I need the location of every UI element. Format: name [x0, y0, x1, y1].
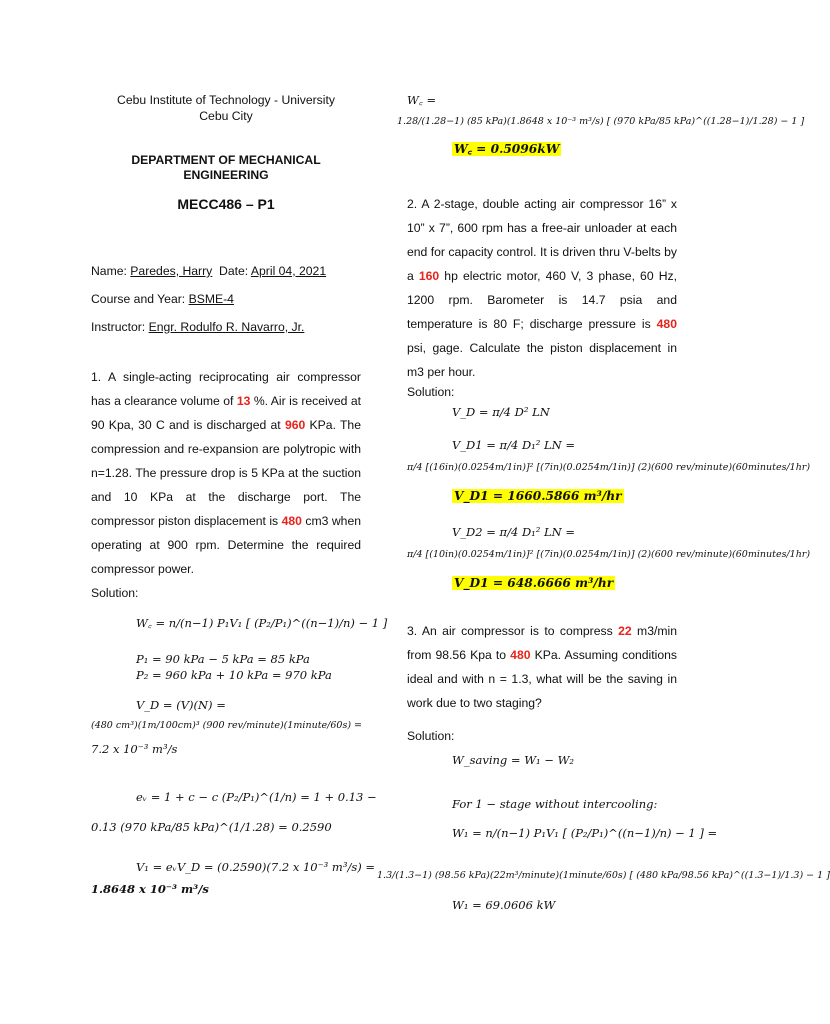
- eq-w1: W₁ = n/(n−1) P₁V₁ [ (P₂/P₁)^((n−1)/n) − 1 ] =: [452, 826, 718, 840]
- w1-result: W₁ = 69.0606 kW: [452, 898, 556, 912]
- wc-result: [452, 140, 561, 157]
- problem-1-solution-label: Solution:: [91, 586, 139, 600]
- eq-vd: V_D = (V)(N) =: [136, 698, 226, 712]
- vd1-result: [452, 489, 624, 503]
- vd1-result-highlight: V_D1 = 1660.5866 m³/hr: [454, 489, 622, 503]
- displacement-value: 480: [281, 514, 302, 528]
- wc-result-highlight: W꜀ = 0.5096kW: [454, 142, 560, 156]
- eq-vd-general: V_D = π/4 D² LN: [452, 405, 550, 419]
- course-label: Course and Year:: [91, 292, 189, 306]
- student-name: Paredes, Harry: [130, 264, 213, 278]
- eq-wc-formula: W꜀ = n/(n−1) P₁V₁ [ (P₂/P₁)^((n−1)/n) − 1 ]: [136, 616, 388, 630]
- eq-vd-result: 7.2 x 10⁻³ m³/s: [91, 742, 178, 756]
- clearance-value: 13: [236, 394, 251, 408]
- eq-vd-expanded: (480 cm³)(1m/100cm)³ (900 rev/minute)(1minute/60s) =: [91, 720, 363, 731]
- eq-vd2: V_D2 = π/4 D₁² LN =: [452, 525, 576, 539]
- flow-value: 22: [618, 624, 632, 638]
- problem-2-text-a: 2. A 2-stage, double acting air compressor 16” x 10” x 7”, 600 rpm has a free-air unloader at each end for capacity control. It is driven thru V-belts by a: [407, 197, 677, 283]
- eq-ev-result: 0.13 (970 kPa/85 kPa)^(1/1.28) = 0.2590: [91, 820, 332, 834]
- eq-v1-result: 1.8648 x 10⁻³ m³/s: [91, 882, 209, 896]
- case-label: For 1 − stage without intercooling:: [452, 797, 658, 811]
- wc-label: W꜀ =: [407, 93, 437, 107]
- problem-3-solution-label: Solution:: [407, 729, 455, 743]
- eq-vd1: V_D1 = π/4 D₁² LN =: [452, 438, 576, 452]
- institute-city: Cebu City: [199, 109, 253, 123]
- name-line: [91, 264, 326, 278]
- eq-w1-substitution: 1.3/(1.3−1) (98.56 kPa)(22m³/minute)(1minute/60s) [ (480 kPa/98.56 kPa)^((1.3−1)/1.3) − 1 ]: [377, 870, 830, 881]
- date-value: April 04, 2021: [250, 264, 327, 278]
- problem-3-text-a: 3. An air compressor is to compress: [407, 624, 619, 638]
- department-line-1: DEPARTMENT OF MECHANICAL: [131, 153, 321, 167]
- problem-1-text-a: 1. A single-acting reciprocating air compressor has a clearance volume of: [91, 370, 361, 408]
- problem-1-statement: [91, 365, 361, 581]
- instructor-label: Instructor:: [91, 320, 149, 334]
- problem-1-text-d: cm3 when operating at 900 rpm. Determine the required compressor power.: [91, 514, 361, 576]
- course-line: [91, 292, 234, 306]
- discharge-value: 960: [284, 418, 306, 432]
- problem-3-text-b: m3/min from 98.56 Kpa to: [407, 624, 677, 662]
- problem-1-text-c: KPa. The compression and re-expansion are polytropic with n=1.28. The pressure drop is 5 KPa at the suction and 10 KPa at the discharge port. The compressor piston displacement is: [91, 418, 361, 528]
- problem-2-solution-label: Solution:: [407, 385, 455, 399]
- course-value: BSME-4: [188, 292, 234, 306]
- problem-2-text-c: psi, gage. Calculate the piston displacement in m3 per hour.: [407, 341, 677, 379]
- problem-1-text-b: %. Air is received at 90 Kpa, 30 C and is discharged at: [91, 394, 361, 432]
- vd2-result-highlight: V_D1 = 648.6666 m³/hr: [454, 576, 614, 590]
- problem-3-text-c: KPa. Assuming conditions ideal and with n = 1.3, what will be the saving in work due to two staging?: [407, 648, 677, 710]
- wc-substitution: 1.28/(1.28−1) (85 kPa)(1.8648 x 10⁻³ m³/s) [ (970 kPa/85 kPa)^((1.28−1)/1.28) − 1 ]: [397, 116, 805, 127]
- institute-name: Cebu Institute of Technology - University: [117, 93, 335, 107]
- date-label: Date:: [212, 264, 251, 278]
- problem-2-text-b: hp electric motor, 460 V, 3 phase, 60 Hz, 1200 rpm. Barometer is 14.7 psia and temperature is 80 F; discharge pressure is: [407, 269, 677, 331]
- eq-p2: P₂ = 960 kPa + 10 kPa = 970 kPa: [136, 668, 332, 682]
- motor-hp-value: 160: [418, 269, 440, 283]
- eq-ev: eᵥ = 1 + c − c (P₂/P₁)^(1/n) = 1 + 0.13 −: [136, 790, 377, 804]
- problem-2-statement: [407, 192, 677, 384]
- discharge-pressure-value: 480: [656, 317, 677, 331]
- department-line-2: ENGINEERING: [183, 168, 269, 182]
- name-label: Name:: [91, 264, 131, 278]
- final-pressure-value: 480: [510, 648, 531, 662]
- vd2-result: [452, 576, 615, 590]
- eq-v1: V₁ = eᵥV_D = (0.2590)(7.2 x 10⁻³ m³/s) =: [136, 860, 375, 874]
- eq-vd2-substitution: π/4 [(10in)(0.0254m/1in)]² [(7in)(0.0254m/1in)] (2)(600 rev/minute)(60minutes/1hr): [407, 549, 811, 560]
- course-code: MECC486 – P1: [177, 196, 275, 212]
- eq-p1: P₁ = 90 kPa − 5 kPa = 85 kPa: [136, 652, 310, 666]
- eq-vd1-substitution: π/4 [(16in)(0.0254m/1in)]² [(7in)(0.0254m/1in)] (2)(600 rev/minute)(60minutes/1hr): [407, 462, 811, 473]
- eq-w-saving: W_saving = W₁ − W₂: [452, 753, 575, 767]
- instructor-line: [91, 320, 304, 334]
- instructor-value: Engr. Rodulfo R. Navarro, Jr.: [148, 320, 305, 334]
- problem-3-statement: [407, 619, 677, 715]
